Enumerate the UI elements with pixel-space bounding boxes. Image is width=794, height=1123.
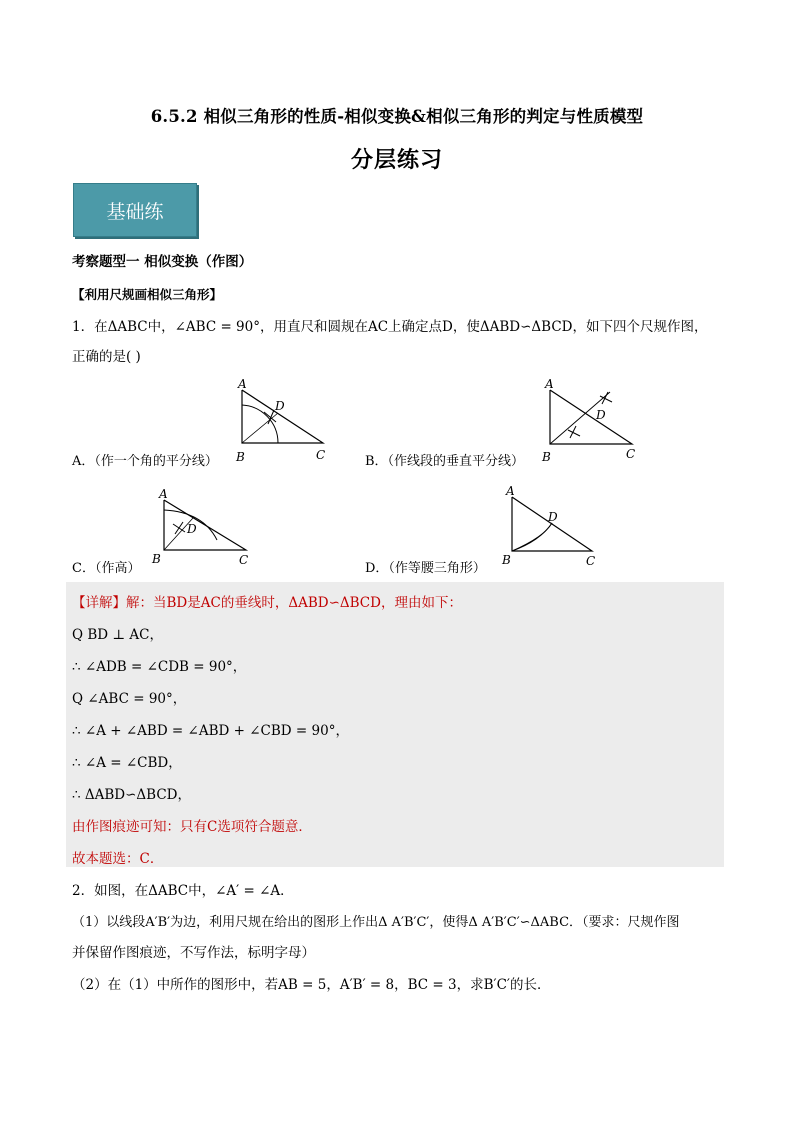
solution-line-6: ∴ ∠A = ∠CBD， [72, 755, 182, 771]
figure-option-b [540, 378, 640, 463]
solution-line-3: ∴ ∠ADB = ∠CDB = 90°， [72, 659, 247, 675]
document-subtitle: 分层练习 [350, 147, 443, 173]
section-subheading: 【利用尺规画相似三角形】 [72, 287, 223, 302]
option-c: C．（作高） [72, 561, 141, 576]
fig-d-label-b: B [502, 553, 511, 567]
figure-option-c [155, 488, 255, 568]
fig-a-label-c: C [316, 448, 326, 462]
question-2-part-1: （1）以线段A′B′为边，利用尺规在给出的图形上作出Δ A′B′C′，使得Δ A′B′C′∽ΔABC．（要求：尺规作图 [72, 915, 680, 930]
question-2-stem: 2．如图，在ΔABC中，∠A′ = ∠A． [72, 883, 294, 899]
solution-line-7: ∴ ΔABD∽ΔBCD， [72, 787, 192, 803]
fig-c-label-a: A [159, 487, 168, 501]
fig-a-label-d: D [275, 399, 285, 413]
question-1-stem: 1．在ΔABC中，∠ABC = 90°，用直尺和圆规在AC上确定点D，使ΔABD∽ΔBCD，如下四个尺规作图， [72, 319, 708, 335]
option-a: A．（作一个角的平分线） [72, 454, 218, 469]
fig-b-label-d: D [596, 408, 606, 422]
document-title: 6.5.2 相似三角形的性质-相似变换&相似三角形的判定与性质模型 [150, 107, 644, 126]
solution-tag: 【详解】 [72, 595, 126, 611]
question-1-stem-cont: 正确的是( ) [72, 349, 141, 365]
figure-option-d [500, 484, 600, 568]
question-2-part-2: （2）在（1）中所作的图形中，若AB = 5，A′B′ = 8，BC = 3，求B′C′的长． [72, 977, 551, 993]
fig-d-label-a: A [506, 484, 515, 498]
fig-a-label-b: B [236, 450, 245, 464]
figure-option-a [230, 377, 330, 465]
solution-line-2: Q BD ⊥ AC， [72, 627, 163, 643]
fig-c-label-b: B [152, 552, 161, 566]
solution-line-1 [72, 591, 462, 611]
fig-b-label-a: A [545, 377, 554, 391]
fig-a-label-a: A [238, 377, 247, 391]
solution-line-5: ∴ ∠A + ∠ABD = ∠ABD + ∠CBD = 90°， [72, 723, 349, 739]
solution-intro: 解：当BD是AC的垂线时，ΔABD∽ΔBCD，理由如下： [126, 595, 462, 611]
section-heading: 考察题型一 相似变换（作图） [72, 254, 253, 270]
fig-c-label-c: C [239, 553, 249, 567]
fig-b-label-c: C [626, 447, 636, 461]
fig-b-label-b: B [542, 450, 551, 464]
fig-c-label-d: D [187, 522, 197, 536]
question-2-part-1-cont: 并保留作图痕迹，不写作法，标明字母） [72, 945, 315, 961]
solution-line-4: Q ∠ABC = 90°， [72, 691, 187, 707]
level-badge: 基础练 [73, 183, 197, 237]
fig-d-label-c: C [586, 554, 596, 568]
fig-d-label-d: D [548, 510, 558, 524]
solution-line-9: 故本题选：C． [72, 851, 164, 867]
option-d: D．（作等腰三角形） [365, 561, 486, 576]
solution-line-8: 由作图痕迹可知：只有C选项符合题意． [72, 819, 312, 835]
option-b: B．（作线段的垂直平分线） [365, 454, 525, 469]
